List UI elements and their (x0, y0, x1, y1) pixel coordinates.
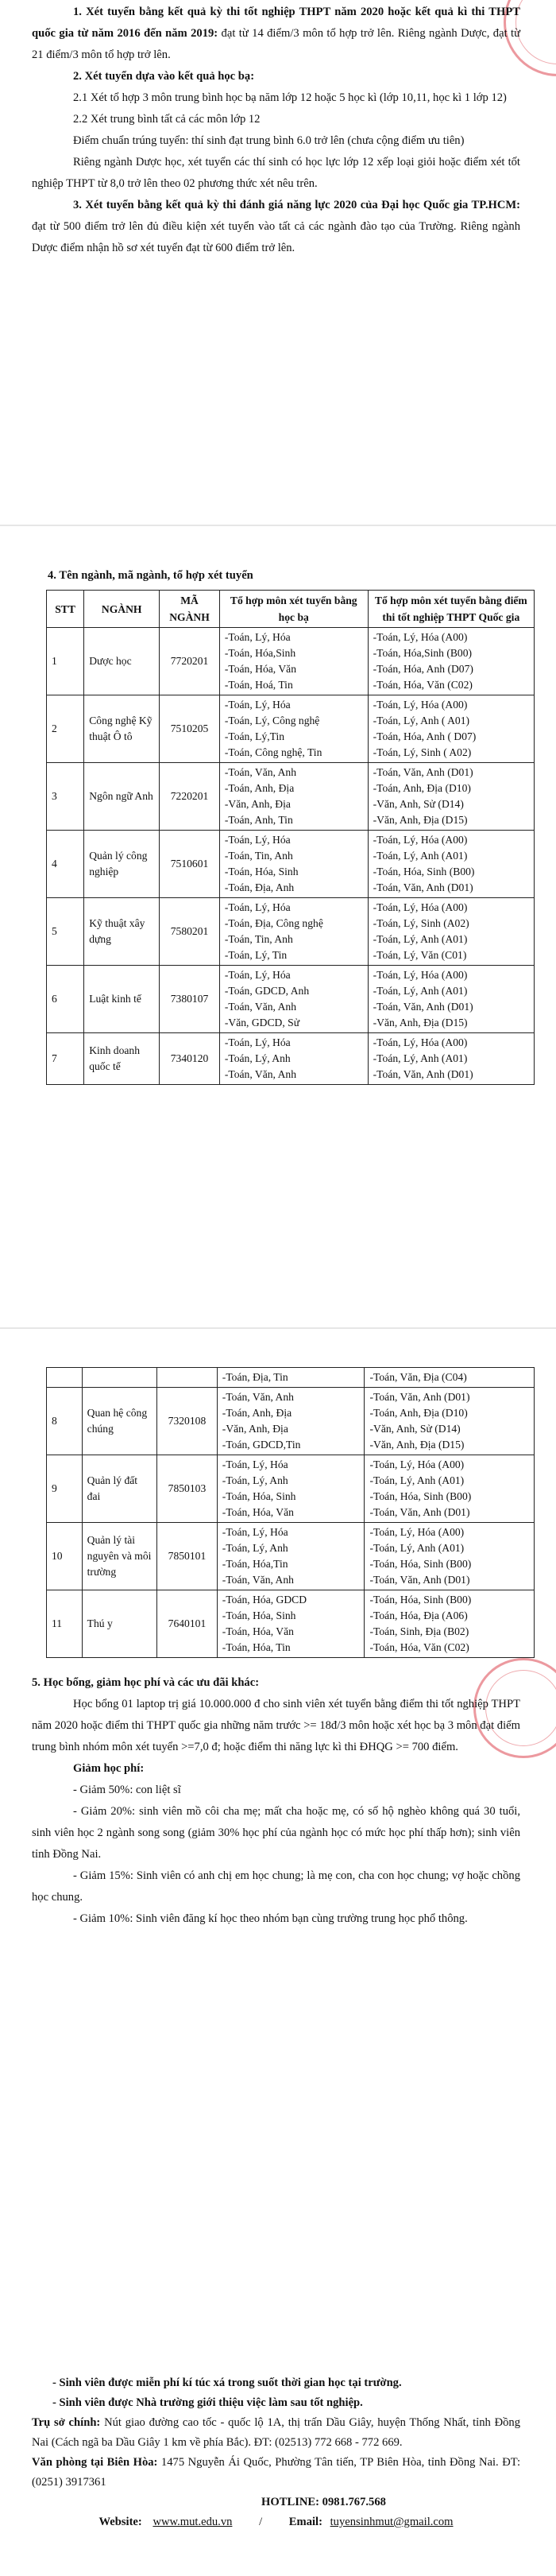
stt-cell: 2 (47, 695, 84, 763)
code-cell: 7580201 (160, 898, 220, 966)
benefit-item: - Sinh viên được miễn phí kí túc xá trong suốt thời gian học tại trường. (52, 2377, 402, 2389)
combo-line: -Toán, Hóa, GDCD (222, 1594, 307, 1606)
combo-line: -Toán, Hóa, Địa (A06) (369, 1610, 468, 1621)
combo-line: -Toán, Hóa, Văn (222, 1625, 294, 1637)
reduce-item: - Giảm 20%: sinh viên mồ côi cha mẹ; mất cha hoặc mẹ, có số hộ nghèo không quá 30 tuổi, sinh viên học 2 ngành song song (giảm 30% học phí của ngành học có mức học phí thấp hơn); sinh viên tỉnh Đồng Nai. (32, 1805, 520, 1861)
email-label: Email: (288, 2516, 322, 2528)
page-separator (0, 525, 556, 526)
combo-line: -Toán, Lý, Anh (A01) (369, 1474, 465, 1486)
paragraph (32, 109, 520, 130)
code-cell: 7320108 (157, 1388, 218, 1455)
combo-line: -Toán, Anh, Tin (224, 814, 293, 826)
thpt-cell (365, 1388, 535, 1455)
major-cell: Thú y (82, 1590, 156, 1658)
combo-line: -Toán, Lý,Tin (224, 730, 285, 742)
table-row (47, 898, 535, 966)
paragraph-heading: 3. Xét tuyển bằng kết quả kỳ thi đánh giá năng lực 2020 của Đại học Quốc gia TP.HCM: (73, 199, 520, 211)
code-cell: 7510601 (160, 831, 220, 898)
major-cell: Quản lý công nghiệp (84, 831, 160, 898)
combo-line: -Toán, Lý, Anh (A01) (373, 985, 468, 997)
stt-cell: 5 (47, 898, 84, 966)
reduce-title: Giảm học phí: (73, 1762, 145, 1775)
header-major: NGÀNH (84, 591, 160, 628)
website-label: Website: (98, 2516, 142, 2528)
combo-line: -Toán, Lý, Hóa (222, 1526, 288, 1538)
combo-line: -Toán, Lý, Văn (C01) (373, 949, 467, 961)
paragraph (32, 2, 520, 66)
paragraph-text: Riêng ngành Dược học, xét tuyển các thí sinh có học lực lớp 12 xếp loại giỏi hoặc điểm xét tốt nghiệp THPT từ 8,0 trở lên theo 02 phương thức xét nêu trên. (32, 156, 520, 190)
combo-line: -Toán, Lý, Hóa (A00) (369, 1526, 465, 1538)
stt-cell: 11 (47, 1590, 83, 1658)
combo-line: -Toán, Hóa,Sinh (B00) (373, 647, 473, 659)
combo-line: -Toán, Văn, Anh (D01) (369, 1506, 470, 1518)
hocba-cell (217, 1455, 365, 1523)
major-cell: Quản lý tài nguyên và môi trường (82, 1523, 156, 1590)
combo-line: -Toán, Lý, Anh (222, 1542, 288, 1554)
combo-line: -Toán, Văn, Anh (D01) (373, 1068, 473, 1080)
thpt-cell (368, 763, 534, 831)
combo-line: -Toán, Địa, Anh (224, 881, 295, 893)
combo-line: -Toán, Văn, Anh (224, 1001, 297, 1013)
thpt-cell (368, 898, 534, 966)
hocba-cell (219, 966, 368, 1033)
combo-line: -Toán, Hóa,Sinh (224, 647, 296, 659)
major-cell: Dược học (84, 628, 160, 695)
paragraph-text: đạt từ 14 điểm/3 môn tổ hợp trở lên. Riêng ngành Dược, đạt từ 21 điểm/3 môn tổ hợp trở lên. (32, 27, 520, 61)
combo-line: -Toán, Văn, Anh (D01) (373, 881, 473, 893)
thpt-cell (368, 1033, 534, 1085)
hocba-cell (217, 1590, 365, 1658)
reduce-item: - Giảm 15%: Sinh viên có anh chị em học chung; là mẹ con, cha con học chung; vợ hoặc chồng học chung. (32, 1869, 520, 1904)
stt-cell: 8 (47, 1388, 83, 1455)
hotline: HOTLINE: 0981.767.568 (261, 2496, 386, 2508)
combo-line: -Toán, Văn, Anh (D01) (373, 766, 473, 778)
combo-line: -Toán, Lý, Hóa (A00) (373, 699, 468, 711)
combo-line: -Toán, Hóa, Anh ( D07) (373, 730, 477, 742)
combo-line: -Toán, Lý, Hóa (A00) (373, 834, 468, 846)
table-row (47, 1523, 535, 1590)
thpt-cell (365, 1590, 535, 1658)
hocba-cell (219, 831, 368, 898)
hocba-cell (219, 898, 368, 966)
combo-line: -Toán, Lý, Hóa (A00) (373, 631, 468, 643)
table-row (47, 763, 535, 831)
hocba-cell (219, 628, 368, 695)
major-cell: Công nghệ Kỹ thuật Ô tô (84, 695, 160, 763)
combo-line: -Toán, Lý, Hóa (222, 1458, 288, 1470)
combo-line: -Toán, Hóa, Văn (C02) (369, 1641, 469, 1653)
code-cell: 7340120 (160, 1033, 220, 1085)
code-cell: 7720201 (160, 628, 220, 695)
code-cell: 7380107 (160, 966, 220, 1033)
major-cell: Luật kinh tế (84, 966, 160, 1033)
paragraph (32, 195, 520, 259)
major-cell: Quan hệ công chúng (82, 1388, 156, 1455)
combo-line: -Toán, Lý, Sinh (A02) (373, 917, 469, 929)
combo-line: -Văn, GDCD, Sử (224, 1017, 300, 1028)
table-row (47, 628, 535, 695)
combo-line: -Toán, Lý, Hóa (A00) (373, 901, 468, 913)
paragraph-text: 2.1 Xét tổ hợp 3 môn trung bình học bạ năm lớp 12 hoặc 5 học kì (lớp 10,11, học kì 1 lớp 12) (73, 91, 507, 104)
combo-line: -Toán, GDCD, Anh (224, 985, 310, 997)
table-row (47, 695, 535, 763)
office-label: Văn phòng tại Biên Hòa: (32, 2456, 158, 2469)
combo-line: -Toán, Lý, Hóa (224, 901, 291, 913)
combo-line: -Toán, Văn, Anh (224, 766, 297, 778)
combo-line: -Toán, Anh, Địa (224, 782, 295, 794)
combo-line: -Toán, Lý, Hóa (224, 969, 291, 981)
combo-line: -Toán, Lý, Anh (A01) (369, 1542, 465, 1554)
combo-line: -Văn, Anh, Địa (224, 798, 291, 810)
thpt-cell (368, 966, 534, 1033)
combo-line: -Toán, Hóa, Anh (D07) (373, 663, 473, 675)
hocba-cell (219, 695, 368, 763)
combo-line: -Toán, Anh, Địa (D10) (369, 1407, 468, 1419)
page-2 (0, 561, 556, 1299)
combo-line: -Văn, Anh, Địa (D15) (373, 814, 468, 826)
major-cell: Kinh doanh quốc tế (84, 1033, 160, 1085)
combo-line: -Toán, Hóa, Sinh (222, 1490, 296, 1502)
combo-line: -Toán, Lý, Hóa (A00) (373, 1036, 468, 1048)
stt-cell: 6 (47, 966, 84, 1033)
thpt-cell: -Toán, Văn, Địa (C04) (365, 1368, 535, 1388)
hocba-cell: -Toán, Địa, Tin (217, 1368, 365, 1388)
section-4-title: 4. Tên ngành, mã ngành, tổ hợp xét tuyển (48, 569, 253, 582)
combo-line: -Toán, Tin, Anh (224, 933, 293, 945)
combo-line: -Toán, Anh, Địa (222, 1407, 292, 1419)
combo-line: -Toán, Lý, Anh (A01) (373, 850, 468, 862)
combo-line: -Toán, Lý, Anh (A01) (373, 1052, 468, 1064)
table-row (47, 1368, 535, 1388)
scholarship-text: Học bổng 01 laptop trị giá 10.000.000 đ cho sinh viên xét tuyển bằng điểm thi tốt nghiệp THPT năm 2020 hoặc điểm thi THPT quốc gia những năm trước >= 18đ/3 môn hoặc xét học bạ 3 môn đạt điểm trung bình nhóm môn xét tuyển >=7,0 đ; hoặc điểm thi năng lực kì thi ĐHQG >= 700 điểm. (32, 1698, 520, 1753)
majors-table-continued (46, 1367, 535, 1658)
table-row (47, 966, 535, 1033)
combo-line: -Toán, Hóa, Sinh (B00) (369, 1594, 472, 1606)
combo-line: -Toán, Anh, Địa (D10) (373, 782, 471, 794)
hq-text: Nút giao đường cao tốc - quốc lộ 1A, thị trấn Dầu Giây, huyện Thống Nhất, tỉnh Đồng Nai (Cách ngã ba Dầu Giây 1 km về phía Bắc). ĐT: (02513) 772 668 - 772 669. (32, 2416, 520, 2449)
stt-cell: 1 (47, 628, 84, 695)
paragraph-text: đạt từ 500 điểm trở lên đủ điều kiện xét tuyển vào tất cả các ngành đào tạo của Trường. Riêng ngành Dược điểm nhận hồ sơ xét tuyển đạt từ 600 điểm trở lên. (32, 220, 520, 254)
stt-cell: 9 (47, 1455, 83, 1523)
combo-line: -Văn, Anh, Địa (D15) (373, 1017, 468, 1028)
page-separator (0, 1327, 556, 1329)
code-cell: 7640101 (157, 1590, 218, 1658)
reduce-item: - Giảm 10%: Sinh viên đăng kí học theo nhóm bạn cùng trường trung học phổ thông. (73, 1912, 468, 1925)
contact-footer (32, 2373, 520, 2532)
combo-line: -Toán, Lý, Anh (A01) (373, 933, 468, 945)
stt-cell: 10 (47, 1523, 83, 1590)
code-cell: 7850101 (157, 1523, 218, 1590)
combo-line: -Toán, Lý, Hóa (224, 699, 291, 711)
major-cell: Kỹ thuật xây dựng (84, 898, 160, 966)
combo-line: -Văn, Anh, Sử (D14) (373, 798, 464, 810)
reduce-item: - Giảm 50%: con liệt sĩ (73, 1784, 181, 1796)
page-1 (0, 0, 556, 477)
combo-line: -Toán, Văn, Anh (D01) (369, 1574, 470, 1586)
major-cell: Quản lý đất đai (82, 1455, 156, 1523)
majors-table (46, 590, 535, 1085)
section-5-title: 5. Học bổng, giảm học phí và các ưu đãi khác: (32, 1676, 260, 1689)
hocba-cell (219, 1033, 368, 1085)
combo-line: -Toán, Lý, Anh (222, 1474, 288, 1486)
combo-line: -Toán, Lý, Anh ( A01) (373, 715, 470, 726)
table-row (47, 1033, 535, 1085)
header-stt: STT (47, 591, 84, 628)
section-5 (32, 1672, 520, 1930)
combo-line: -Toán, GDCD,Tin (222, 1439, 301, 1451)
header-hocba: Tổ hợp môn xét tuyển bằng học bạ (219, 591, 368, 628)
page-3 (0, 1356, 556, 2576)
paragraph (32, 130, 520, 152)
combo-line: -Toán, Văn, Anh (D01) (373, 1001, 473, 1013)
paragraph-heading: 1. Xét tuyển bằng kết quả kỳ thi tốt nghiệp THPT năm 2020 hoặc kết quả kì thi THPT quốc gia từ năm 2016 đến năm 2019: (32, 6, 520, 40)
hocba-cell (219, 763, 368, 831)
admission-methods (32, 2, 520, 259)
thpt-cell (365, 1523, 535, 1590)
stt-cell: 7 (47, 1033, 84, 1085)
separator-slash: / (259, 2516, 263, 2528)
hocba-cell (217, 1388, 365, 1455)
combo-line: -Toán, Hóa, Sinh (B00) (369, 1490, 472, 1502)
table-row (47, 1388, 535, 1455)
hocba-cell (217, 1523, 365, 1590)
paragraph (32, 152, 520, 195)
combo-line: -Toán, Hóa, Tin (222, 1641, 291, 1653)
header-code: MÃ NGÀNH (160, 591, 220, 628)
code-cell: 7510205 (160, 695, 220, 763)
combo-line: -Văn, Anh, Sử (D14) (369, 1423, 461, 1435)
paragraph (32, 87, 520, 109)
combo-line: -Toán, Hóa, Sinh (B00) (369, 1558, 472, 1570)
combo-line: -Toán, Văn, Anh (224, 1068, 297, 1080)
benefit-item: - Sinh viên được Nhà trường giới thiệu việc làm sau tốt nghiệp. (52, 2396, 363, 2409)
combo-line: -Toán, Hóa, Văn (224, 663, 296, 675)
table-row (47, 1590, 535, 1658)
paragraph (32, 66, 520, 87)
hq-label: Trụ sở chính: (32, 2416, 101, 2429)
combo-line: -Toán, Hóa, Sinh (222, 1610, 296, 1621)
combo-line: -Toán, Hóa,Tin (222, 1558, 288, 1570)
email-link[interactable]: tuyensinhmut@gmail.com (330, 2516, 454, 2528)
code-cell: 7850103 (157, 1455, 218, 1523)
combo-line: -Toán, Lý, Anh (224, 1052, 291, 1064)
combo-line: -Toán, Công nghệ, Tin (224, 746, 322, 758)
combo-line: -Văn, Anh, Địa (D15) (369, 1439, 465, 1451)
paragraph-text: 2.2 Xét trung bình tất cả các môn lớp 12 (73, 113, 261, 126)
stt-cell: 3 (47, 763, 84, 831)
stt-cell: 4 (47, 831, 84, 898)
combo-line: -Toán, Lý, Tin (224, 949, 288, 961)
combo-line: -Toán, Hóa, Sinh (224, 866, 299, 877)
combo-line: -Toán, Lý, Hóa (A00) (373, 969, 468, 981)
combo-line: -Toán, Văn, Anh (222, 1391, 294, 1403)
combo-line: -Toán, Lý, Công nghệ (224, 715, 320, 726)
combo-line: -Toán, Văn, Anh (D01) (369, 1391, 470, 1403)
code-cell: 7220201 (160, 763, 220, 831)
combo-line: -Toán, Lý, Hóa (224, 1036, 291, 1048)
combo-line: -Toán, Sinh, Địa (B02) (369, 1625, 469, 1637)
paragraph-text: Điểm chuẩn trúng tuyển: thí sinh đạt trung bình 6.0 trở lên (chưa cộng điểm ưu tiên) (73, 134, 465, 147)
thpt-cell (365, 1455, 535, 1523)
table-row (47, 831, 535, 898)
combo-line: -Toán, Hóa, Sinh (B00) (373, 866, 475, 877)
thpt-cell (368, 628, 534, 695)
thpt-cell (368, 695, 534, 763)
thpt-cell (368, 831, 534, 898)
combo-line: -Toán, Tin, Anh (224, 850, 293, 862)
combo-line: -Toán, Lý, Hóa (A00) (369, 1458, 465, 1470)
combo-line: -Toán, Văn, Anh (222, 1574, 294, 1586)
header-thpt: Tổ hợp môn xét tuyển bằng điểm thi tốt nghiệp THPT Quốc gia (368, 591, 534, 628)
website-link[interactable]: www.mut.edu.vn (153, 2516, 233, 2528)
combo-line: -Văn, Anh, Địa (222, 1423, 288, 1435)
combo-line: -Toán, Địa, Công nghệ (224, 917, 323, 929)
major-cell: Ngôn ngữ Anh (84, 763, 160, 831)
combo-line: -Toán, Lý, Hóa (224, 834, 291, 846)
combo-line: -Toán, Hoá, Tin (224, 679, 293, 691)
combo-line: -Toán, Lý, Hóa (224, 631, 291, 643)
paragraph-heading: 2. Xét tuyển dựa vào kết quả học bạ: (73, 70, 255, 83)
combo-line: -Toán, Hóa, Văn (222, 1506, 294, 1518)
office-text: 1475 Nguyễn Ái Quốc, Phường Tân tiến, TP Biên Hòa, tỉnh Đồng Nai. ĐT: (0251) 3917361 (32, 2456, 521, 2489)
combo-line: -Toán, Hóa, Văn (C02) (373, 679, 473, 691)
table-row (47, 1455, 535, 1523)
combo-line: -Toán, Lý, Sinh ( A02) (373, 746, 472, 758)
